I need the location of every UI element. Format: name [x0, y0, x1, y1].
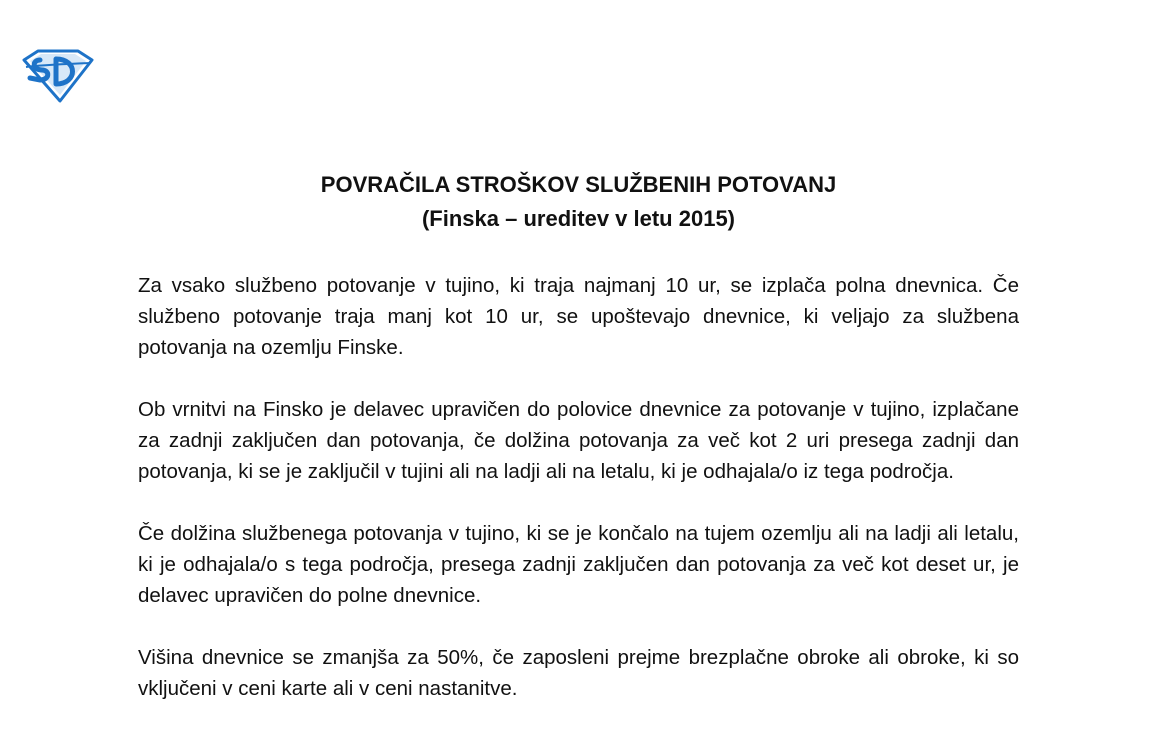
paragraph-3: Če dolžina službenega potovanja v tujino, ki se je končalo na tujem ozemlju ali na ladji ali letalu, ki je odhajala/o s tega področja, presega zadnji zaključen dan potovanja za več kot deset ur, je delavec upravičen do polne dnevnice. — [138, 522, 1019, 607]
document-title — [0, 168, 1157, 236]
title-line-1: POVRAČILA STROŠKOV SLUŽBENIH POTOVANJ — [320, 172, 837, 197]
title-line-2: (Finska – ureditev v letu 2015) — [421, 206, 736, 231]
paragraph-2: Ob vrnitvi na Finsko je delavec upravičen do polovice dnevnice za potovanje v tujino, izplačane za zadnji zaključen dan potovanja, če dolžina potovanja za več kot 2 uri presega zadnji dan potovanja, ki se je zaključil v tujini ali na ladji ali na letalu, ki je odhajala/o iz tega področja. — [138, 398, 1019, 483]
paragraph-4: Višina dnevnice se zmanjša za 50%, če zaposleni prejme brezplačne obroke ali obroke, ki so vključeni v ceni karte ali v ceni nastanitve. — [138, 646, 1019, 700]
document-body — [138, 270, 1019, 735]
paragraph-1: Za vsako službeno potovanje v tujino, ki traja najmanj 10 ur, se izplača polna dnevnica. Če službeno potovanje traja manj kot 10 ur, se upoštevajo dnevnice, ki veljajo za službena potovanja na ozemlju Finske. — [138, 274, 1019, 359]
company-shield-logo-icon — [20, 48, 96, 104]
